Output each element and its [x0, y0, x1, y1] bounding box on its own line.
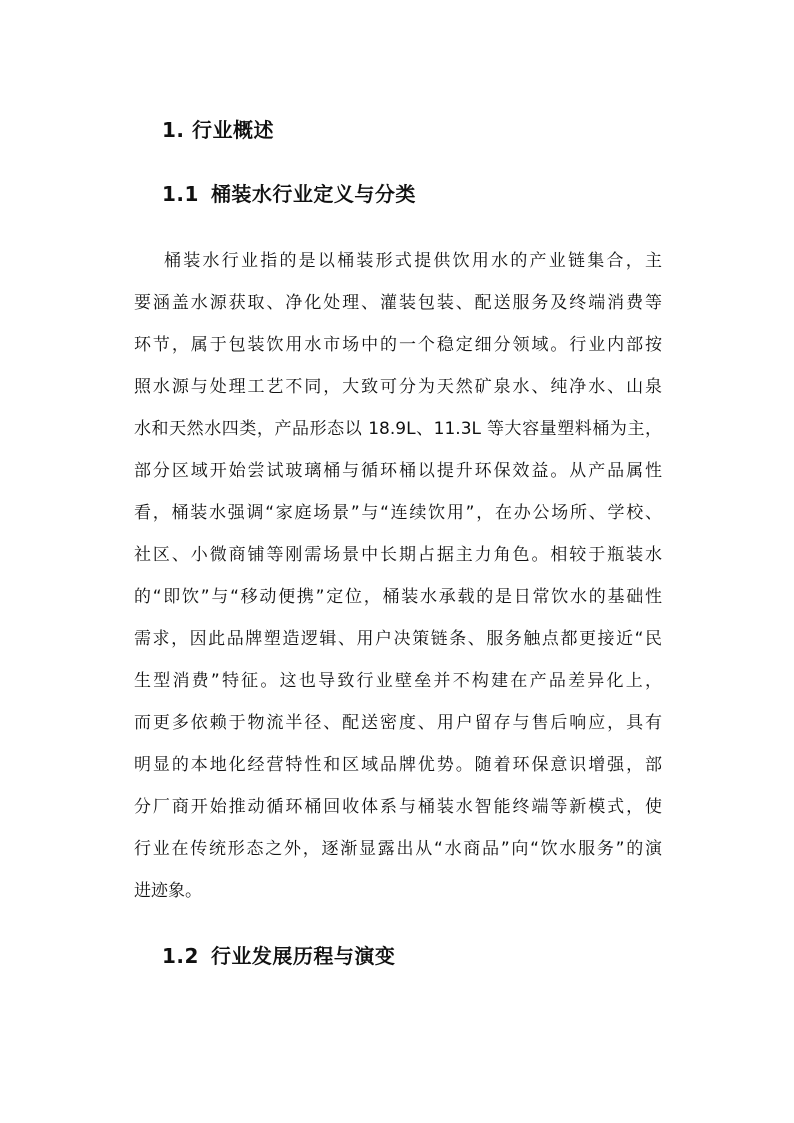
section-title: 行业发展历程与演变	[210, 944, 396, 968]
paragraph-line: 部分区域开始尝试玻璃桶与循环桶以提升环保效益。从产品属性	[134, 461, 662, 481]
section-heading-1-2	[162, 940, 395, 969]
paragraph-line: 社区、小微商铺等刚需场景中长期占据主力角色。相较于瓶装水	[134, 545, 662, 565]
section-number: 1.1	[162, 182, 199, 206]
section-number: 1.2	[162, 944, 199, 968]
chapter-heading: 1. 行业概述	[162, 118, 274, 142]
paragraph-line: 行业在传统形态之外，逐渐显露出从“水商品”向“饮水服务”的演	[134, 839, 662, 859]
paragraph-line: 而更多依赖于物流半径、配送密度、用户留存与售后响应，具有	[134, 713, 662, 733]
paragraph-line: 的“即饮”与“移动便携”定位，桶装水承载的是日常饮水的基础性	[134, 587, 662, 607]
paragraph-line: 水和天然水四类，产品形态以 18.9L、11.3L 等大容量塑料桶为主，	[134, 419, 662, 439]
paragraph-line: 明显的本地化经营特性和区域品牌优势。随着环保意识增强，部	[134, 755, 662, 775]
paragraph-line: 看，桶装水强调“家庭场景”与“连续饮用”，在办公场所、学校、	[134, 503, 662, 523]
paragraph-line: 照水源与处理工艺不同，大致可分为天然矿泉水、纯净水、山泉	[134, 377, 662, 397]
body-paragraph	[134, 240, 662, 912]
paragraph-line: 生型消费”特征。这也导致行业壁垒并不构建在产品差异化上，	[134, 671, 662, 691]
paragraph-line: 需求，因此品牌塑造逻辑、用户决策链条、服务触点都更接近“民	[134, 629, 662, 649]
section-title: 桶装水行业定义与分类	[210, 182, 416, 206]
paragraph-line: 进迹象。	[134, 881, 202, 901]
paragraph-line: 分厂商开始推动循环桶回收体系与桶装水智能终端等新模式，使	[134, 797, 662, 817]
paragraph-line: 要涵盖水源获取、净化处理、灌装包装、配送服务及终端消费等	[134, 293, 662, 313]
paragraph-line: 桶装水行业指的是以桶装形式提供饮用水的产业链集合，主	[164, 251, 662, 271]
paragraph-line: 环节，属于包装饮用水市场中的一个稳定细分领域。行业内部按	[134, 335, 662, 355]
section-heading-1-1	[162, 178, 416, 207]
